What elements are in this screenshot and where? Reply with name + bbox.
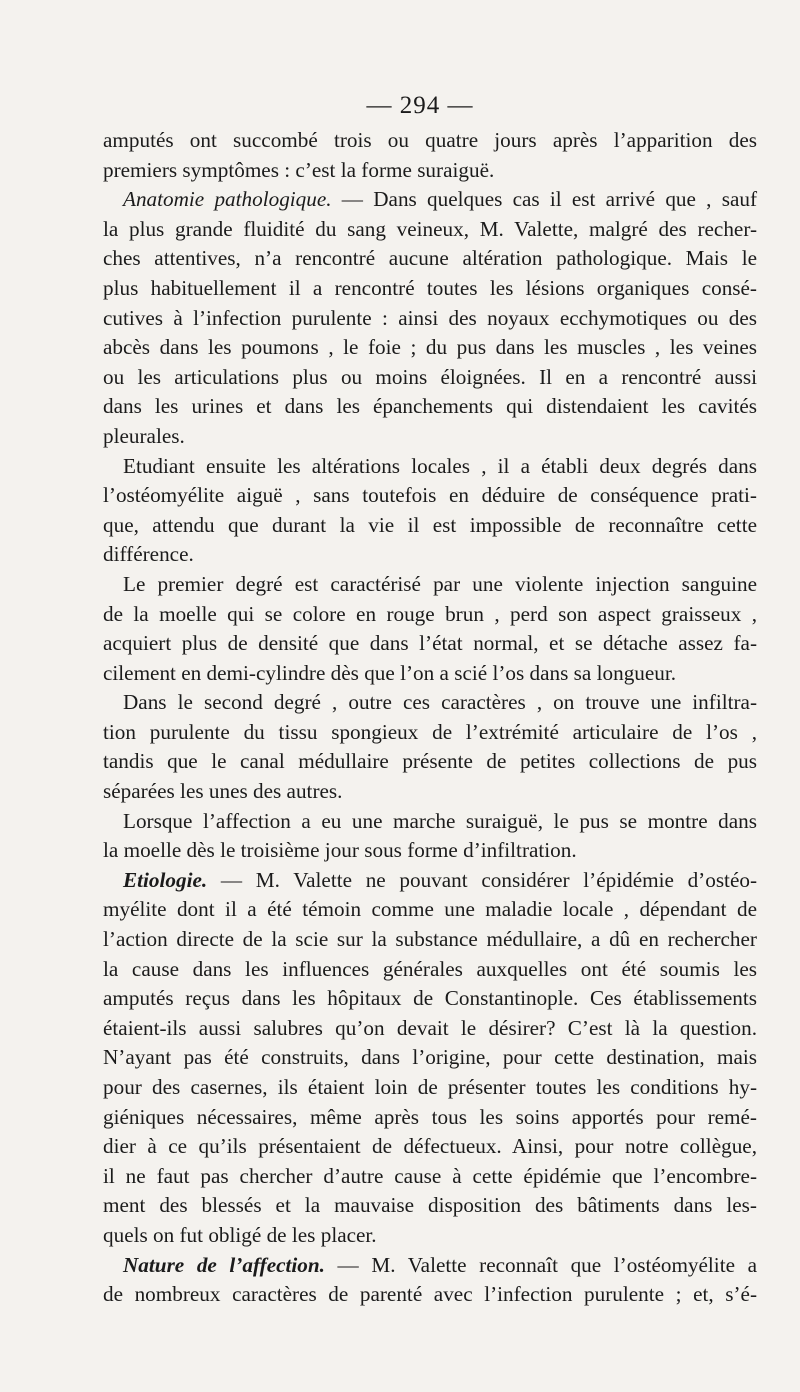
paragraph	[103, 866, 757, 1251]
paragraph	[103, 807, 757, 866]
text-line: la plus grande fluidité du sang veineux, M. Valette, malgré des recher-	[103, 216, 757, 241]
text-line: tandis que le canal médullaire présente de petites collections de pus	[103, 749, 757, 774]
text-line	[103, 1251, 757, 1281]
text-line: N’ayant pas été construits, dans l’origine, pour cette destination, mais	[103, 1045, 757, 1070]
paragraph	[103, 688, 757, 806]
text-line: pleurales.	[103, 423, 185, 448]
text-line: la moelle dès le troisième jour sous forme d’infiltration.	[103, 838, 577, 863]
text-line: Le premier degré est caractérisé par une violente injection sanguine	[123, 571, 757, 596]
text-line: giéniques nécessaires, même après tous les soins apportés pour remé-	[103, 1104, 757, 1129]
paragraph	[103, 452, 757, 570]
text-line: pour des casernes, ils étaient loin de présenter toutes les conditions hy-	[103, 1075, 757, 1099]
text-line: dans les urines et dans les épanchements qui distendaient les cavités	[103, 394, 757, 419]
text-line: cutives à l’infection purulente : ainsi des noyaux ecchymotiques ou des	[103, 305, 757, 330]
text-line: de nombreux caractères de parenté avec l’infection purulente ; et, s’é-	[103, 1282, 757, 1307]
page-number: — 294 —	[366, 92, 474, 119]
text-line: que, attendu que durant la vie il est impossible de reconnaître cette	[103, 512, 757, 537]
text-line: premiers symptômes : c’est la forme suraiguë.	[103, 157, 495, 182]
text-line: ou les articulations plus ou moins éloignées. Il en a rencontré aussi	[103, 364, 757, 389]
text-line: dier à ce qu’ils présentaient de défectueux. Ainsi, pour notre collègue,	[103, 1134, 757, 1159]
text-line: Dans le second degré , outre ces caractères , on trouve une infiltra-	[123, 690, 757, 715]
text-line: acquiert plus de densité que dans l’état normal, et se détache assez fa-	[103, 631, 757, 656]
text-line: amputés reçus dans les hôpitaux de Constantinople. Ces établissements	[103, 986, 757, 1011]
paragraph	[103, 126, 757, 185]
text-line: ches attentives, n’a rencontré aucune altération pathologique. Mais le	[103, 246, 757, 271]
section-heading: Anatomie pathologique.	[123, 187, 332, 212]
paragraph	[103, 1251, 757, 1310]
text-line: myélite dont il a été témoin comme une maladie locale , dépendant de	[103, 897, 757, 922]
text-line: la cause dans les influences générales auxquelles ont été soumis les	[103, 956, 757, 981]
text-line: Lorsque l’affection a eu une marche suraiguë, le pus se montre dans	[123, 808, 757, 833]
text-run: — M. Valette ne pouvant considérer l’épidémie d’ostéo-	[207, 867, 757, 892]
text-line: séparées les unes des autres.	[103, 779, 343, 804]
text-line: ment des blessés et la mauvaise disposition des bâtiments dans les-	[103, 1193, 757, 1218]
text-line: de la moelle qui se colore en rouge brun , perd son aspect graisseux ,	[103, 601, 757, 626]
section-heading: Nature de l’affection.	[123, 1252, 325, 1277]
section-heading: Etiologie.	[123, 867, 208, 892]
text-run: — M. Valette reconnaît que l’ostéomyélite a	[324, 1252, 757, 1277]
body-text	[103, 126, 757, 1310]
text-line: cilement en demi-cylindre dès que l’on a scié l’os dans sa longueur.	[103, 660, 677, 685]
text-line: différence.	[103, 542, 194, 567]
text-line: Etudiant ensuite les altérations locales , il a établi deux degrés dans	[123, 453, 757, 478]
text-line	[103, 866, 757, 896]
text-line: abcès dans les poumons , le foie ; du pus dans les muscles , les veines	[103, 335, 757, 360]
paragraph	[103, 570, 757, 688]
text-line: l’ostéomyélite aiguë , sans toutefois en déduire de conséquence prati-	[103, 483, 757, 508]
text-run: — Dans quelques cas il est arrivé que , sauf	[331, 187, 758, 212]
text-line: quels on fut obligé de les placer.	[103, 1222, 377, 1247]
text-line: il ne faut pas chercher d’autre cause à cette épidémie que l’encombre-	[103, 1163, 757, 1188]
paragraph	[103, 185, 757, 451]
text-line: étaient-ils aussi salubres qu’on devait le désirer? C’est là la question.	[103, 1015, 757, 1040]
text-line: plus habituellement il a rencontré toutes les lésions organiques consé-	[103, 275, 757, 300]
text-line: tion purulente du tissu spongieux de l’extrémité articulaire de l’os ,	[103, 719, 757, 744]
text-line: l’action directe de la scie sur la substance médullaire, a dû en rechercher	[103, 927, 757, 952]
text-line: amputés ont succombé trois ou quatre jours après l’apparition des	[103, 128, 757, 152]
text-line	[103, 185, 757, 215]
